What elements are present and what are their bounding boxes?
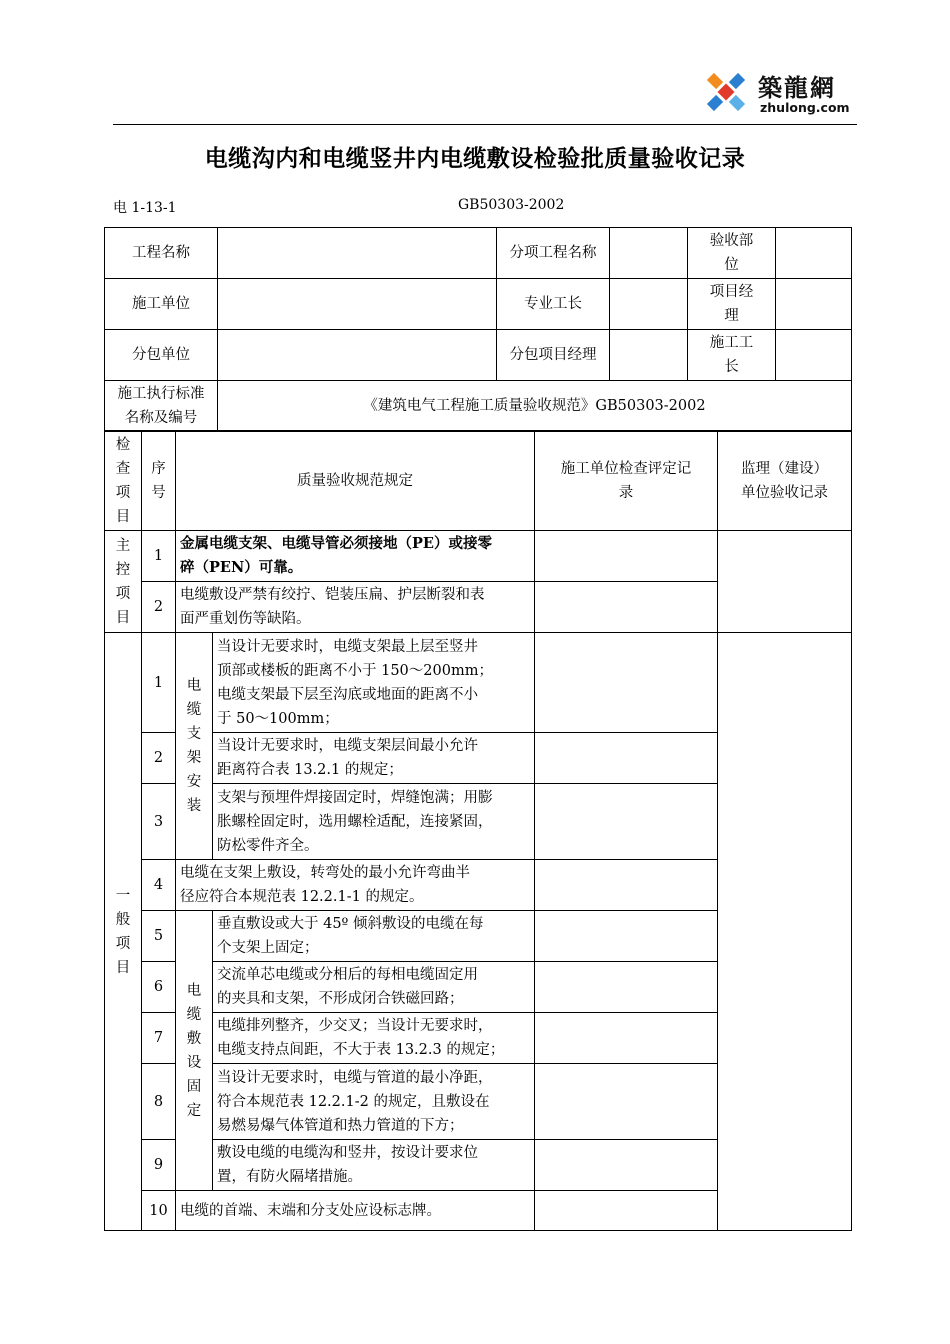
team-leader-label: 施工工 长 (688, 330, 776, 381)
contractor-record-cell[interactable] (535, 1013, 718, 1064)
header-rule (113, 124, 857, 125)
group-laying-label: 电缆敷设固定 (176, 911, 213, 1191)
pm-field[interactable] (776, 279, 852, 330)
sub-pm-field[interactable] (610, 330, 688, 381)
standard-code: GB50303-2002 (458, 197, 565, 213)
general-item-8-text: 当设计无要求时，电缆与管道的最小净距， 符合本规范表 12.2.1-2 的规定，且敷设在 易燃易爆气体管道和热力管道的下方； (213, 1064, 535, 1140)
item-no: 2 (142, 582, 176, 633)
item-no: 6 (142, 962, 176, 1013)
zhulong-logo (696, 66, 856, 118)
main-item-2-text: 电缆敷设严禁有绞拧、铠装压扁、护层断裂和表 面严重划伤等缺陷。 (176, 582, 535, 633)
item-no: 2 (142, 733, 176, 784)
general-item-1-text: 当设计无要求时，电缆支架最上层至竖井 顶部或楼板的距离不小于 150～200mm； 电缆支架最下层至沟底或地面的距离不小 于 50～100mm； (213, 633, 535, 733)
item-no: 4 (142, 860, 176, 911)
general-item-5-text: 垂直敷设或大于 45º 倾斜敷设的电缆在每 个支架上固定； (213, 911, 535, 962)
item-no: 5 (142, 911, 176, 962)
general-item-3-text: 支架与预埋件焊接固定时，焊缝饱满；用膨 胀螺栓固定时，选用螺栓适配，连接紧固， 防松零件齐全。 (213, 784, 535, 860)
contractor-record-cell[interactable] (535, 911, 718, 962)
col-contractor-record: 施工单位检查评定记 录 (535, 431, 718, 531)
foreman-field[interactable] (610, 279, 688, 330)
contractor-record-cell[interactable] (535, 860, 718, 911)
item-no: 3 (142, 784, 176, 860)
contractor-label: 施工单位 (105, 279, 218, 330)
general-item-6-text: 交流单芯电缆或分相后的每相电缆固定用 的夹具和支架，不形成闭合铁磁回路； (213, 962, 535, 1013)
project-name-field[interactable] (218, 228, 497, 279)
accept-part-field[interactable] (776, 228, 852, 279)
col-seq: 序号 (142, 431, 176, 531)
contractor-record-cell[interactable] (535, 582, 718, 633)
general-item-10-text: 电缆的首端、末端和分支处应设标志牌。 (176, 1191, 535, 1231)
form-code: 电 1-13-1 (113, 200, 177, 216)
col-check-item: 检查项目 (105, 431, 142, 531)
pm-label: 项目经 理 (688, 279, 776, 330)
accept-part-label: 验收部 位 (688, 228, 776, 279)
sub-project-field[interactable] (610, 228, 688, 279)
project-name-label: 工程名称 (105, 228, 218, 279)
group-support-label: 电缆支架安装 (176, 633, 213, 860)
subcontractor-field[interactable] (218, 330, 497, 381)
standard-label: 施工执行标准 名称及编号 (105, 381, 218, 432)
supervisor-record-cell[interactable] (718, 633, 852, 1231)
standard-value: 《建筑电气工程施工质量验收规范》GB50303-2002 (218, 381, 852, 432)
supervisor-record-cell[interactable] (718, 531, 852, 633)
general-item-4-text: 电缆在支架上敷设，转弯处的最小允许弯曲半 径应符合本规范表 12.2.1-1 的规定。 (176, 860, 535, 911)
logo-name: 築龍網 (758, 74, 836, 102)
logo-domain: zhulong.com (760, 100, 850, 115)
contractor-record-cell[interactable] (535, 633, 718, 733)
logo-cross-icon (696, 66, 756, 118)
general-item-9-text: 敷设电缆的电缆沟和竖井，按设计要求位 置，有防火隔堵措施。 (213, 1140, 535, 1191)
contractor-record-cell[interactable] (535, 531, 718, 582)
col-spec: 质量验收规范规定 (176, 431, 535, 531)
contractor-record-cell[interactable] (535, 1140, 718, 1191)
item-no: 9 (142, 1140, 176, 1191)
item-no: 8 (142, 1064, 176, 1140)
inspection-table (104, 430, 852, 1231)
item-no: 1 (142, 531, 176, 582)
page-title: 电缆沟内和电缆竖井内电缆敷设检验批质量验收记录 (204, 146, 746, 172)
contractor-record-cell[interactable] (535, 962, 718, 1013)
subcontractor-label: 分包单位 (105, 330, 218, 381)
main-item-1-text: 金属电缆支架、电缆导管必须接地（PE）或接零 碎（PEN）可靠。 (176, 531, 535, 582)
col-supervisor-record: 监理（建设） 单位验收记录 (718, 431, 852, 531)
item-no: 1 (142, 633, 176, 733)
item-no: 10 (142, 1191, 176, 1231)
contractor-field[interactable] (218, 279, 497, 330)
general-item-2-text: 当设计无要求时，电缆支架层间最小允许 距离符合表 13.2.1 的规定； (213, 733, 535, 784)
team-leader-field[interactable] (776, 330, 852, 381)
main-control-label: 主控项目 (105, 531, 142, 633)
foreman-label: 专业工长 (497, 279, 610, 330)
general-item-7-text: 电缆排列整齐，少交叉；当设计无要求时， 电缆支持点间距，不大于表 13.2.3 的规定； (213, 1013, 535, 1064)
project-info-table (104, 227, 852, 432)
general-label: 一般项目 (105, 633, 142, 1231)
contractor-record-cell[interactable] (535, 784, 718, 860)
sub-project-label: 分项工程名称 (497, 228, 610, 279)
contractor-record-cell[interactable] (535, 733, 718, 784)
contractor-record-cell[interactable] (535, 1064, 718, 1140)
item-no: 7 (142, 1013, 176, 1064)
contractor-record-cell[interactable] (535, 1191, 718, 1231)
sub-pm-label: 分包项目经理 (497, 330, 610, 381)
